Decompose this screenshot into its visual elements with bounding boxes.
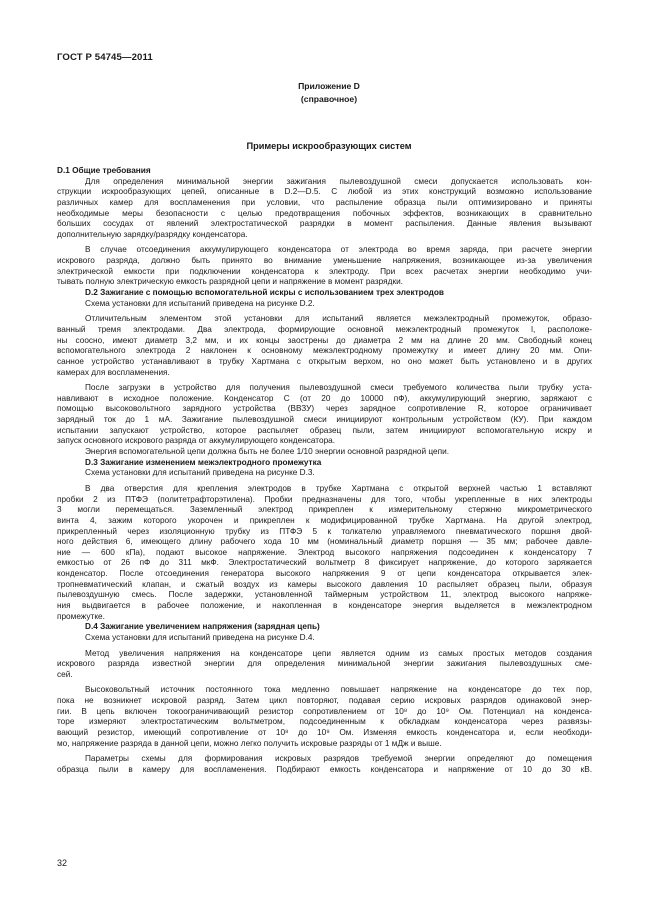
text-line: ны соосно, имеют диаметр 3,2 мм, и их концы заострены до диаметра 2 мм на длине 20 мм. Свободный конец: [57, 335, 592, 345]
text-line: образца пыли в камеру для воспламенения. Подбирают емкость конденсатора и напряжение от 10 до 30 кВ.: [57, 764, 592, 774]
text-line: Отличительным элементом этой установки для испытаний является межэлектродный промежуток, образо-: [85, 314, 592, 324]
annex-kind: (справочное): [300, 94, 358, 104]
section-heading: D.4 Зажигание увеличением напряжения (зарядная цепь): [85, 622, 320, 632]
section-heading: D.3 Зажигание изменением межэлектродного промежутка: [85, 457, 322, 467]
text-line: сей.: [57, 669, 73, 679]
text-line: промежутке.: [57, 611, 105, 621]
text-line: различных камер для воспламенения при условии, что распыление образца пыли оптимизировано и приняты: [57, 197, 592, 207]
text-line: ния выдвигается в рабочее положение, и накопленная в конденсаторе энергия выделяется в межэлектродном: [57, 600, 592, 610]
text-line: вающий резистор, имеющий сопротивление от 10⁸ до 10⁹ Ом. Изменяя емкость конденсатора и, если необходи-: [57, 728, 592, 738]
text-line: электрической емкости при подключении конденсатора к электроду. При всех расчетах энергии необходимо учи-: [57, 266, 592, 276]
text-line: мо, напряжение разряда в данной цепи, можно легко получить искровые разряды от 1 мДж и выше.: [57, 738, 442, 748]
text-line: необходимые меры безопасности с целью предотвращения побочных эффектов, возникающих в сравнительно: [57, 208, 592, 218]
document-title: Примеры искрообразующих систем: [246, 141, 412, 151]
text-line: винта 4, зажим которого укорочен и прикреплен к модифицированной трубке Хартмана. На другой электрод,: [57, 515, 592, 525]
text-line: 3 могли перемещаться. Заземленный электрод прикреплен к измерительному стержню микрометрического: [57, 505, 592, 515]
text-line: ние — 600 кПа), подают высокое напряжение. Электрод высокого напряжения подсоединен к конденсатору 7: [57, 547, 592, 557]
text-line: Метод увеличения напряжения на конденсаторе цепи является одним из самых простых методов создания: [85, 648, 592, 658]
text-line: пока не возникнет искровой разряд. Затем цикл повторяют, подавая серию искровых разрядов одинаковой энер-: [57, 696, 592, 706]
text-line: конденсатор. После отсоединения генератора высокого напряжения 9 от цепи конденсатора открывается элек-: [57, 569, 592, 579]
section-heading: D.2 Зажигание с помощью вспомогательной искры с использованием трех электродов: [85, 288, 444, 298]
text-line: В два отверстия для крепления электродов в трубке Хартмана с открытой верхней частью 1 вставляют: [85, 483, 592, 493]
text-line: торе измеряют электростатическим вольтметром, подсоединенным к обкладкам конденсатора через развязы-: [57, 717, 592, 727]
text-line: струкции искрообразующих цепей, описанные в D.2—D.5. С любой из этих конструкций возможно использование: [57, 187, 592, 197]
text-line: вспомогательного электрода 2 наклонен к основному межэлектродному промежутку и имеет длину 20 мм. Опи-: [57, 346, 592, 356]
text-line: больших сосудах от явлений электростатической разрядки в момент распыления. Данные явления вызывают: [57, 219, 592, 229]
text-line: ванный тремя электродами. Два электрода, формирующие основной межэлектродный промежуток l, расположе-: [57, 324, 592, 334]
text-line: Параметры схемы для формирования искровых разрядов требуемой энергии определяют до помещения: [85, 754, 592, 764]
text-line: навливают в исходное положение. Конденсатор С (от 20 до 10000 пФ), аккумулирующий энергию, заряжают с: [57, 393, 592, 403]
text-line: емкостью от 26 пФ до 311 мкФ. Электростатический вольтметр 8 фиксирует напряжение, до которого заряжается: [57, 558, 592, 568]
text-line: Для определения минимальной энергии зажигания пылевоздушной смеси допускается использовать кон-: [85, 176, 592, 186]
text-line: После загрузки в устройство для получения пылевоздушной смеси требуемого количества пыли трубку уста-: [85, 383, 592, 393]
text-line: пылевоздушную смесь. После задержки, установленной таймерным устройством 11, электрод высокого напряже-: [57, 590, 592, 600]
page-number: 32: [57, 858, 68, 868]
text-line: камерах для воспламенения.: [57, 367, 170, 377]
annex-title: Приложение D: [298, 81, 360, 91]
text-line: санное устройство устанавливают в трубку Хартмана с открытым верхом, но оно может быть установлено и в других: [57, 356, 592, 366]
text-line: зарядный ток до 1 мА. Зажигание пылевоздушной смеси инициируют контрольным устройством (КУ). При каждом: [57, 415, 592, 425]
text-line: В случае отсоединения аккумулирующего конденсатора от электрода во время заряда, при расчете энергии: [85, 245, 592, 255]
text-line: помощью высоковольтного зарядного устройства (ВВЗУ) через зарядное сопротивление R, которое ограничивает: [57, 404, 592, 414]
text-line: ного действия 6, имеющего длину рабочего хода 10 мм (номинальный диаметр поршня — 35 мм; рабочее давле-: [57, 537, 592, 547]
text-line: испытании запускают устройство, которое распыляет образец пыли, затем инициируют вспомогательную искру и: [57, 425, 592, 435]
text-line: Схема установки для испытаний приведена на рисунке D.3.: [85, 468, 315, 478]
section-heading: D.1 Общие требования: [57, 166, 151, 175]
text-line: Схема установки для испытаний приведена на рисунке D.4.: [85, 632, 315, 642]
text-line: гии. В цепь включен токоограничивающий резистор сопротивлением от 10⁸ до 10⁹ Ом. Потенциал на конденса-: [57, 706, 592, 716]
text-line: искрового разряда известной энергии для определения минимальной энергии зажигания пылевоздушных сме-: [57, 659, 592, 669]
text-line: Схема установки для испытаний приведена на рисунке D.2.: [85, 298, 315, 308]
text-line: запуск основного искрового разряда от аккумулирующего конденсатора.: [57, 436, 336, 446]
text-line: пробки 2 из ПТФЭ (политетрафторэтилена). Пробки предназначены для того, чтобы укрепленные в них электроды: [57, 494, 592, 504]
text-line: тывать полную электрическую емкость разрядной цепи и напряжение в момент разрядки.: [57, 277, 403, 287]
text-line: тропневматический клапан, и сжатый воздух из камеры высокого давления 10 распыляет образец пыли, образуя: [57, 579, 592, 589]
text-line: прикрепленный через изоляционную трубку из ПТФЭ 5 к толкателю управляемого пневматического поршня двой-: [57, 526, 592, 536]
document-header: ГОСТ Р 54745—2011: [57, 52, 153, 63]
text-line: Высоковольтный источник постоянного тока медленно повышает напряжение на конденсаторе до тех пор,: [85, 685, 592, 695]
text-line: Энергия вспомогательной цепи должна быть не более 1/10 энергии основной разрядной цепи.: [85, 447, 449, 457]
text-line: дополнительную зарядку/разрядку конденсатора.: [57, 229, 248, 239]
body-text: [57, 166, 592, 776]
text-line: искрового разряда, должно быть принято во внимание уменьшение напряжения, возникающее из-за увеличения: [57, 256, 592, 266]
